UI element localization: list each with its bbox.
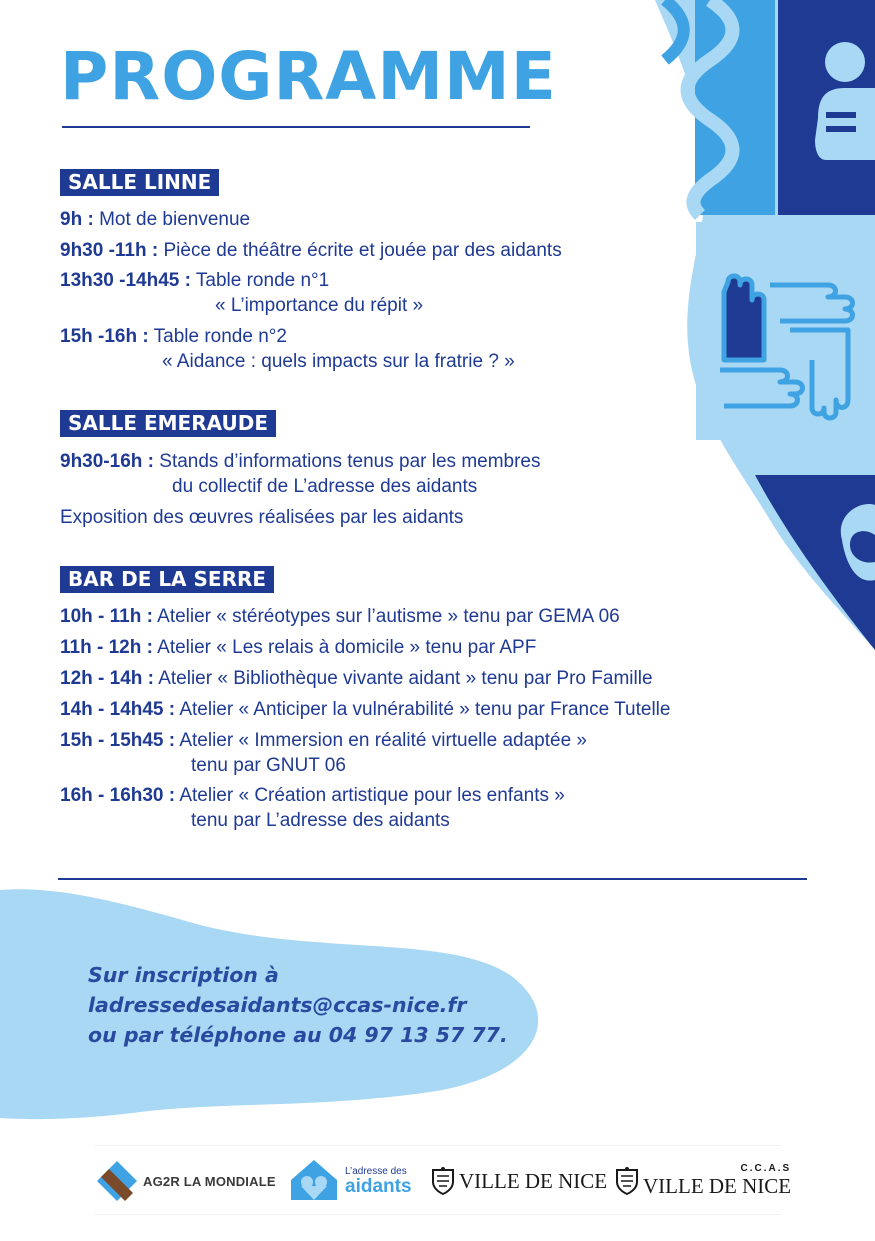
schedule-text: Atelier « Anticiper la vulnérabilité » tenu par France Tutelle xyxy=(179,699,671,720)
schedule-item xyxy=(60,605,620,629)
schedule-text: Atelier « stéréotypes sur l’autisme » tenu par GEMA 06 xyxy=(157,606,620,627)
section-heading-salle-emeraude: SALLE EMERAUDE xyxy=(60,410,276,437)
schedule-time: 16h - 16h30 : xyxy=(60,785,176,806)
schedule-text: Pièce de théâtre écrite et jouée par des aidants xyxy=(163,240,562,261)
schedule-item xyxy=(60,269,329,293)
schedule-item xyxy=(60,784,565,808)
schedule-text-continued: « Aidance : quels impacts sur la fratrie ? » xyxy=(162,351,515,372)
logo-ccas-nice xyxy=(615,1146,791,1216)
schedule-item xyxy=(60,450,541,474)
schedule-text: Table ronde n°2 xyxy=(153,326,287,347)
schedule-text-continued: tenu par GNUT 06 xyxy=(191,755,346,776)
logo-ville-de-nice xyxy=(431,1146,607,1216)
ccas-label: C.C.A.S xyxy=(740,1163,792,1174)
schedule-item xyxy=(60,636,536,660)
section-heading-salle-linne: SALLE LINNE xyxy=(60,169,219,196)
logo-adresse-des-aidants xyxy=(287,1146,412,1216)
schedule-time: 9h30 -11h : xyxy=(60,240,159,261)
registration-info xyxy=(88,960,508,1050)
schedule-time: 9h30-16h : xyxy=(60,451,154,472)
adresse-small-text: L’adresse des xyxy=(345,1165,407,1177)
page-title: PROGRAMME xyxy=(60,38,557,115)
logo-ag2r xyxy=(95,1146,276,1216)
ccas-crest-icon xyxy=(615,1166,639,1196)
adresse-big-text: aidants xyxy=(345,1175,412,1197)
schedule-time: 14h - 14h45 : xyxy=(60,699,176,720)
schedule-text: Stands d’informations tenus par les membres xyxy=(159,451,541,472)
partner-logos xyxy=(95,1145,792,1215)
ville-de-nice-text: VILLE DE NICE xyxy=(459,1168,608,1193)
registration-phone[interactable]: ou par téléphone au 04 97 13 57 77. xyxy=(88,1023,508,1047)
ccas-nice-text: VILLE DE NICE xyxy=(643,1174,792,1198)
schedule-time: 11h - 12h : xyxy=(60,637,153,658)
section-heading-bar-de-la-serre: BAR DE LA SERRE xyxy=(60,566,274,593)
schedule-text-continued: tenu par L’adresse des aidants xyxy=(191,810,450,831)
ag2r-emblem-icon xyxy=(95,1159,139,1203)
schedule-item xyxy=(60,667,653,691)
registration-label: Sur inscription à xyxy=(88,963,279,987)
schedule-time: 15h -16h : xyxy=(60,326,149,347)
schedule-time: 10h - 11h : xyxy=(60,606,153,627)
schedule-item xyxy=(60,239,562,263)
schedule-time: 12h - 14h : xyxy=(60,668,154,689)
schedule-text: Atelier « Immersion en réalité virtuelle adaptée » xyxy=(179,730,587,751)
schedule-text-continued: du collectif de L’adresse des aidants xyxy=(172,476,478,497)
schedule-text: Atelier « Les relais à domicile » tenu par APF xyxy=(157,637,537,658)
schedule-text: Atelier « Bibliothèque vivante aidant » tenu par Pro Famille xyxy=(158,668,653,689)
schedule-text: Mot de bienvenue xyxy=(99,209,251,230)
schedule-item xyxy=(60,208,250,232)
house-heart-icon xyxy=(287,1154,341,1208)
schedule-time: 15h - 15h45 : xyxy=(60,730,176,751)
registration-email[interactable]: ladressedesaidants@ccas-nice.fr xyxy=(88,993,467,1017)
schedule-item xyxy=(60,698,670,722)
exhibition-note: Exposition des œuvres réalisées par les aidants xyxy=(60,507,464,528)
schedule-text: Atelier « Création artistique pour les enfants » xyxy=(179,785,565,806)
nice-crest-icon xyxy=(431,1166,455,1196)
schedule-time: 9h : xyxy=(60,209,94,230)
ag2r-name: AG2R LA MONDIALE xyxy=(143,1173,276,1189)
schedule-text: Table ronde n°1 xyxy=(195,270,330,291)
schedule-time: 13h30 -14h45 : xyxy=(60,270,191,291)
schedule-item xyxy=(60,325,287,349)
bottom-divider xyxy=(58,878,807,880)
title-divider xyxy=(62,126,530,128)
schedule-text-continued: « L’importance du répit » xyxy=(215,295,424,316)
schedule-item xyxy=(60,729,587,753)
